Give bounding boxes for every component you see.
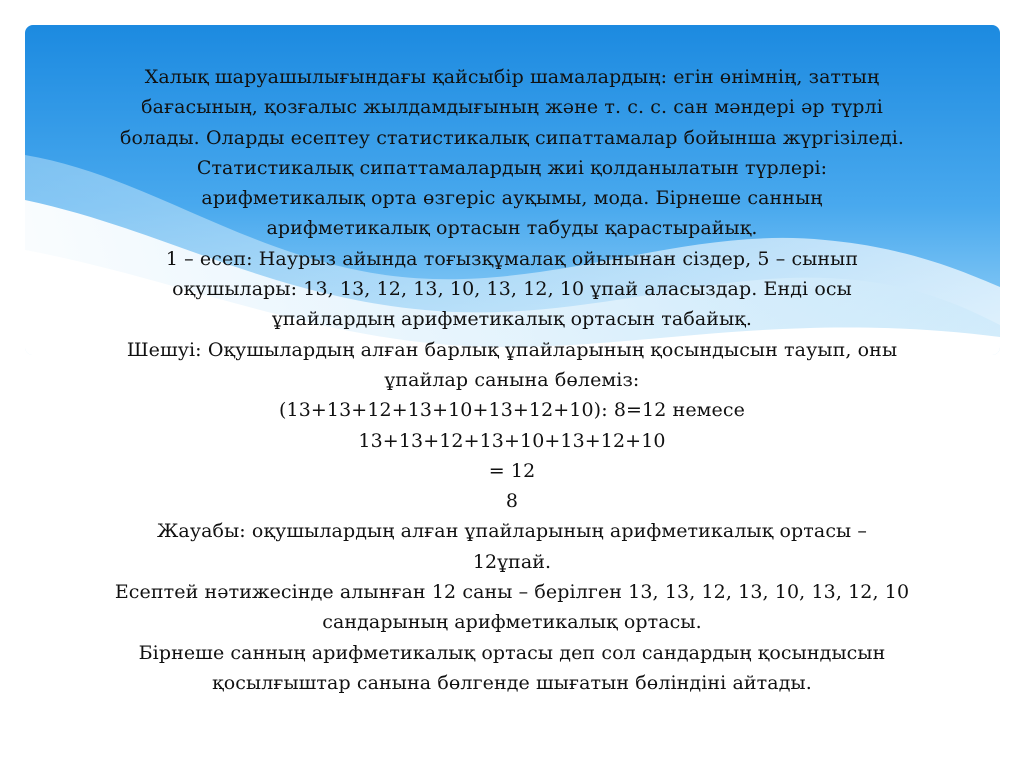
text-line: Бірнеше санның арифметикалық ортасы деп сол сандардың қосындысын bbox=[138, 641, 886, 664]
fraction-numerator: 13+13+12+13+10+13+12+10 bbox=[358, 429, 666, 452]
text-line: Есептей нәтижесінде алынған 12 саны – берілген 13, 13, 12, 13, 10, 13, 12, 10 bbox=[114, 581, 910, 604]
text-line: сандарының арифметикалық ортасы. bbox=[322, 611, 702, 634]
fraction-denominator: 8 bbox=[505, 490, 519, 513]
text-line: ұпайлар санына бөлеміз: bbox=[384, 368, 640, 391]
text-line: қосылғыштар санына бөлгенде шығатын бөліндіні айтады. bbox=[212, 671, 812, 694]
slide-body-text bbox=[40, 62, 984, 698]
text-line: арифметикалық орта өзгеріс ауқымы, мода. Бірнеше санның bbox=[201, 187, 823, 210]
text-line: ұпайлардың арифметикалық ортасын табайық. bbox=[271, 308, 753, 331]
text-line: бағасының, қозғалыс жылдамдығының және т. с. с. сан мәндері әр түрлі bbox=[141, 96, 883, 119]
text-line: Статистикалық сипаттамалардың жиі қолданылатын түрлері: bbox=[196, 156, 828, 179]
text-line: 1 – есеп: Наурыз айында тоғызқұмалақ ойынынан сіздер, 5 – сынып bbox=[165, 247, 859, 270]
text-line: оқушылары: 13, 13, 12, 13, 10, 13, 12, 10 ұпай аласыздар. Енді осы bbox=[172, 278, 852, 301]
fraction-result: = 12 bbox=[488, 459, 536, 482]
text-line: арифметикалық ортасын табуды қарастырайық. bbox=[266, 217, 758, 240]
formula-line: (13+13+12+13+10+13+12+10): 8=12 немесе bbox=[279, 399, 745, 422]
text-line: Жауабы: оқушылардың алған ұпайларының арифметикалық ортасы – bbox=[156, 520, 868, 543]
text-line: 12ұпай. bbox=[472, 550, 552, 573]
text-line: Шешуі: Оқушылардың алған барлық ұпайларының қосындысын тауып, оны bbox=[126, 338, 898, 361]
text-line: Халық шаруашылығындағы қайсыбір шамалардың: егін өнімнің, заттың bbox=[144, 66, 880, 88]
text-line: болады. Оларды есептеу статистикалық сипаттамалар бойынша жүргізіледі. bbox=[119, 126, 905, 149]
